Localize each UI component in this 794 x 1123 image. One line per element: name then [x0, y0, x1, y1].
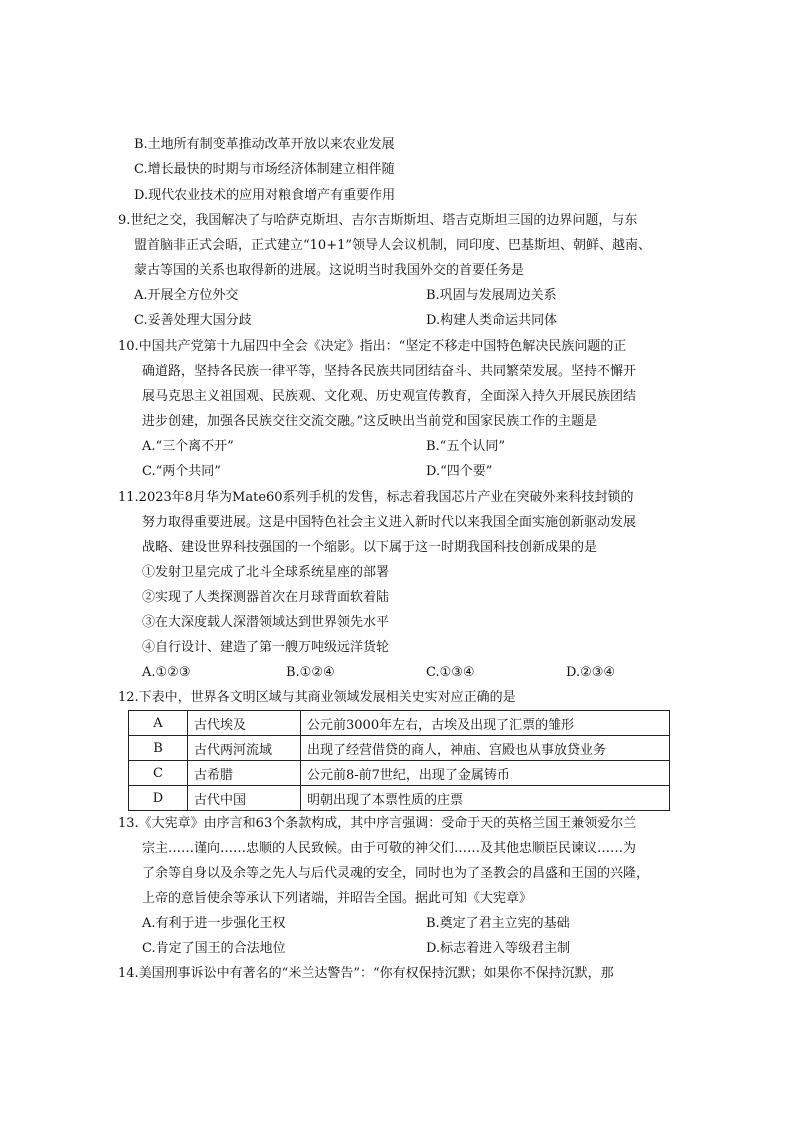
q13-stem-line-2: 宗主……谨向……忠顺的人民致候。由于可敬的神父们……及其他忠顺臣民谏议……为	[142, 841, 637, 856]
table-row	[129, 711, 670, 736]
q11-option-b: B.①②④	[286, 665, 335, 680]
table-cell-region: 古代两河流域	[188, 736, 301, 761]
table-cell-region: 古希腊	[188, 761, 301, 786]
q8-option-c: C.增长最快的时期与市场经济体制建立相伴随	[134, 162, 395, 177]
table-cell-region: 古代中国	[188, 786, 301, 811]
q9-option-c: C.妥善处理大国分歧	[134, 313, 252, 328]
q13-option-c: C.肯定了国王的合法地位	[142, 941, 286, 956]
table-row	[129, 786, 670, 811]
table-cell-fact: 明朝出现了本票性质的庄票	[301, 786, 670, 811]
q11-stem-line-3: 战略、建设世界科技强国的一个缩影。以下属于这一时期我国科技创新成果的是	[142, 540, 598, 555]
q11-option-c: C.①③④	[426, 665, 475, 680]
q9-option-a: A.开展全方位外交	[134, 288, 239, 303]
q10-option-a: A.“三个离不开”	[142, 439, 234, 454]
q8-option-d: D.现代农业技术的应用对粮食增产有重要作用	[134, 188, 396, 203]
q8-option-b: B.土地所有制变革推动改革开放以来农业发展	[134, 137, 395, 152]
q9-option-b: B.巩固与发展周边关系	[426, 288, 557, 303]
q11-item-3: ③在大深度载人深潜领域达到世界领先水平	[142, 615, 390, 630]
q13-option-d: D.标志着进入等级君主制	[426, 941, 571, 956]
q9-option-d: D.构建人类命运共同体	[426, 313, 558, 328]
table-row	[129, 736, 670, 761]
table-cell-fact: 公元前3000年左右，古埃及出现了汇票的雏形	[301, 711, 670, 736]
q13-option-b: B.奠定了君主立宪的基础	[426, 916, 570, 931]
q11-option-d: D.②③④	[566, 665, 616, 680]
q11-item-4: ④自行设计、建造了第一艘万吨级远洋货轮	[142, 640, 390, 655]
q13-option-a: A.有利于进一步强化王权	[142, 916, 286, 931]
q14-stem-line-1: 14.美国刑事诉讼中有著名的“米兰达警告”：“你有权保持沉默；如果你不保持沉默，那	[118, 966, 614, 981]
q9-stem-line-3: 蒙古等国的关系也取得新的进展。这说明当时我国外交的首要任务是	[134, 263, 525, 278]
table-cell-region: 古代埃及	[188, 711, 301, 736]
q11-stem-line-2: 努力取得重要进展。这是中国特色社会主义进入新时代以来我国全面实施创新驱动发展	[142, 515, 637, 530]
q10-stem-line-4: 进步创建，加强各民族交往交流交融。”这反映出当前党和国家民族工作的主题是	[142, 414, 598, 429]
q11-option-a: A.①②③	[142, 665, 191, 680]
q13-stem-line-4: 上帝的意旨使余等承认下列诸端，并昭告全国。据此可知《大宪章》	[142, 891, 533, 906]
table-cell-label: A	[129, 711, 188, 736]
table-cell-fact: 公元前8-前7世纪，出现了金属铸币	[301, 761, 670, 786]
q11-item-1: ①发射卫星完成了北斗全球系统星座的部署	[142, 565, 390, 580]
table-cell-label: B	[129, 736, 188, 761]
q10-stem-line-3: 展马克思主义祖国观、民族观、文化观、历史观宣传教育，全面深入持久开展民族团结	[142, 389, 637, 404]
q9-stem-line-1: 9.世纪之交，我国解决了与哈萨克斯坦、吉尔吉斯斯坦、塔吉克斯坦三国的边界问题，与东	[118, 213, 638, 228]
table-cell-fact: 出现了经营借贷的商人，神庙、宫殿也从事放贷业务	[301, 736, 670, 761]
q13-stem-line-1: 13.《大宪章》由序言和63个条款构成，其中序言强调：受命于天的英格兰国王兼领爱尔兰	[118, 816, 637, 831]
q9-stem-line-2: 盟首脑非正式会晤，正式建立“10+1”领导人会议机制，同印度、巴基斯坦、朝鲜、越南、	[134, 238, 651, 253]
q10-option-d: D.“四个要”	[426, 464, 493, 479]
q13-stem-line-3: 了余等自身以及余等之先人与后代灵魂的安全，同时也为了圣教会的昌盛和王国的兴隆，	[142, 866, 650, 881]
table-cell-label: D	[129, 786, 188, 811]
q11-stem-line-1: 11.2023年8月华为Mate60系列手机的发售，标志着我国芯片产业在突破外来科技封锁的	[118, 490, 634, 505]
q12-table	[128, 710, 670, 811]
q10-stem-line-1: 10.中国共产党第十九届四中全会《决定》指出：“坚定不移走中国特色解决民族问题的正	[118, 339, 627, 354]
q12-stem: 12.下表中，世界各文明区域与其商业领域发展相关史实对应正确的是	[118, 690, 516, 705]
table-row	[129, 761, 670, 786]
q11-item-2: ②实现了人类探测器首次在月球背面软着陆	[142, 590, 390, 605]
q10-option-c: C.“两个共同”	[142, 464, 221, 479]
table-cell-label: C	[129, 761, 188, 786]
q10-stem-line-2: 确道路，坚持各民族一律平等，坚持各民族共同团结奋斗、共同繁荣发展。坚持不懈开	[142, 364, 637, 379]
q10-option-b: B.“五个认同”	[426, 439, 505, 454]
